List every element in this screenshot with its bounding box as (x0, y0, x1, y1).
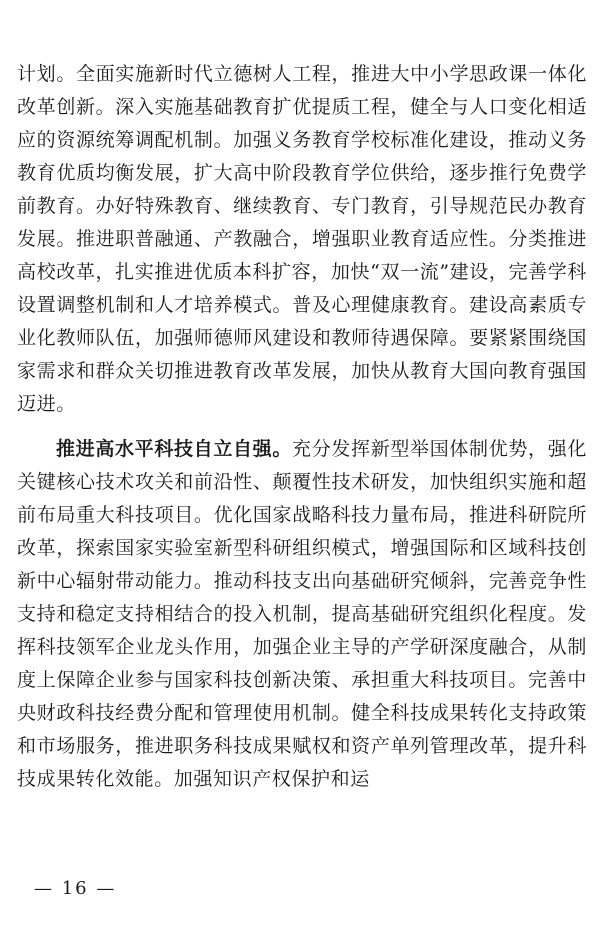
paragraph-science-technology (17, 433, 587, 796)
paragraph-body-text: 充分发挥新型举国体制优势，强化关键核心技术攻关和前沿性、颠覆性技术研发，加快组织实施和超前布局重大科技项目。优化国家战略科技力量布局，推进科研院所改革，探索国家实验室新型科研组织模式，增强国际和区域科技创新中心辐射带动能力。推动科技支出向基础研究倾斜，完善竞争性支持和稳定支持相结合的投入机制，提高基础研究组织化程度。发挥科技领军企业龙头作用，加强企业主导的产学研深度融合，从制度上保障企业参与国家科技创新决策、承担重大科技项目。完善中央财政科技经费分配和管理使用机制。健全科技成果转化支持政策和市场服务，推进职务科技成果赋权和资产单列管理改革，提升科技成果转化效能。加强知识产权保护和运 (17, 438, 587, 790)
page-number: — 16 — (34, 878, 117, 899)
document-body (17, 58, 587, 796)
paragraph-education: 计划。全面实施新时代立德树人工程，推进大中小学思政课一体化改革创新。深入实施基础教育扩优提质工程，健全与人口变化相适应的资源统筹调配机制。加强义务教育学校标准化建设，推动义务教育优质均衡发展，扩大高中阶段教育学位供给，逐步推行免费学前教育。办好特殊教育、继续教育、专门教育，引导规范民办教育发展。推进职普融通、产教融合，增强职业教育适应性。分类推进高校改革，扎实推进优质本科扩容，加快“双一流”建设，完善学科设置调整机制和人才培养模式。普及心理健康教育。建设高素质专业化教师队伍，加强师德师风建设和教师待遇保障。要紧紧围绕国家需求和群众关切推进教育改革发展，加快从教育大国向教育强国迈进。 (17, 63, 587, 415)
paragraph-lead-heading: 推进高水平科技自立自强。 (56, 438, 293, 460)
